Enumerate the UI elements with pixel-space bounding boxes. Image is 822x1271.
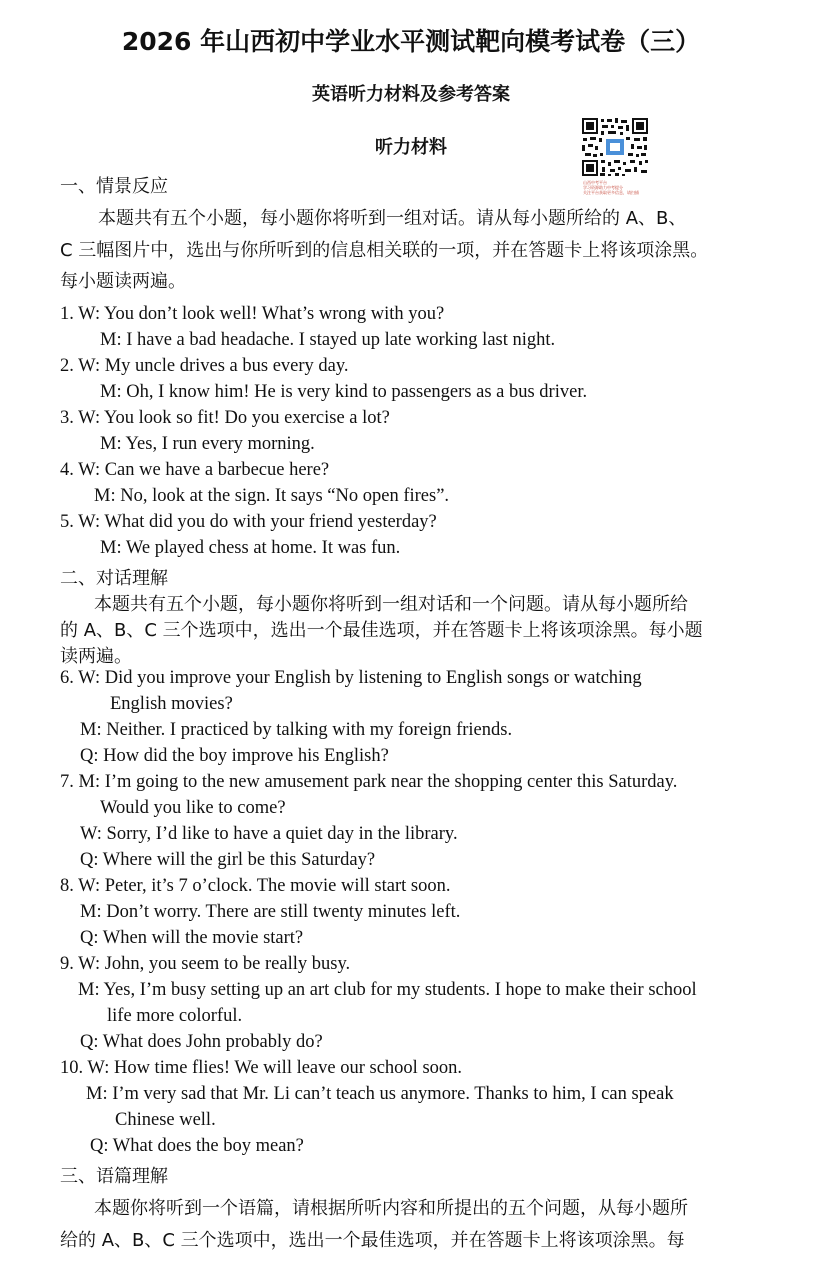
page-subtitle: 英语听力材料及参考答案 xyxy=(312,84,510,105)
dialogue-line: M: No, look at the sign. It says “No open fires”. xyxy=(94,486,450,506)
dialogue-line: 9. W: John, you seem to be really busy. xyxy=(60,954,351,974)
dialogue-line: M: I have a bad headache. I stayed up late working last night. xyxy=(100,330,556,350)
section-2-instruction: 的 A、B、C 三个选项中，选出一个最佳选项，并在答题卡上将该项涂黑。每小题 xyxy=(60,620,703,641)
dialogue-line: W: Sorry, I’d like to have a quiet day in the library. xyxy=(80,824,458,844)
dialogue-line: 6. W: Did you improve your English by listening to English songs or watching xyxy=(60,668,642,688)
dialogue-line: 8. W: Peter, it’s 7 o’clock. The movie will start soon. xyxy=(60,876,451,896)
section-3-instruction: 给的 A、B、C 三个选项中，选出一个最佳选项，并在答题卡上将该项涂黑。每 xyxy=(60,1230,685,1251)
dialogue-line: M: We played chess at home. It was fun. xyxy=(100,538,401,558)
dialogue-line: Q: What does the boy mean? xyxy=(90,1136,304,1156)
qr-caption-line: 山西中考平台 xyxy=(583,180,607,185)
qr-caption xyxy=(583,180,657,195)
section-1-instruction: 本题共有五个小题，每小题你将听到一组对话。请从每小题所给的 A、B、 xyxy=(98,208,687,229)
dialogue-line: 3. W: You look so fit! Do you exercise a lot? xyxy=(60,408,390,428)
dialogue-line: Would you like to come? xyxy=(100,798,286,818)
dialogue-line: 5. W: What did you do with your friend yesterday? xyxy=(60,512,437,532)
section-2-instruction: 本题共有五个小题，每小题你将听到一组对话和一个问题。请从每小题所给 xyxy=(94,594,688,615)
dialogue-line: 1. W: You don’t look well! What’s wrong with you? xyxy=(60,304,445,324)
dialogue-line: Q: Where will the girl be this Saturday? xyxy=(80,850,376,870)
dialogue-line: M: Don’t worry. There are still twenty minutes left. xyxy=(80,902,461,922)
qr-caption-line: 关注平台获取更多信息，请扫描 xyxy=(583,190,639,195)
page-title: 2026 年山西初中学业水平测试靶向模考试卷（三） xyxy=(121,27,701,56)
dialogue-line: 7. M: I’m going to the new amusement park near the shopping center this Saturday. xyxy=(60,772,678,792)
dialogue-line: English movies? xyxy=(110,694,233,714)
dialogue-line: M: Neither. I practiced by talking with my foreign friends. xyxy=(80,720,513,740)
section-3-instruction: 本题你将听到一个语篇，请根据所听内容和所提出的五个问题，从每小题所 xyxy=(94,1198,688,1219)
section-2-instruction: 读两遍。 xyxy=(60,646,132,667)
dialogue-line: M: Yes, I run every morning. xyxy=(100,434,315,454)
dialogue-line: 10. W: How time flies! We will leave our school soon. xyxy=(60,1058,463,1078)
dialogue-line: Q: How did the boy improve his English? xyxy=(80,746,389,766)
qr-code-icon xyxy=(581,117,649,177)
dialogue-line: Chinese well. xyxy=(115,1110,216,1130)
section-heading: 听力材料 xyxy=(375,137,447,158)
section-2-title: 二、对话理解 xyxy=(60,568,168,589)
section-1-instruction: C 三幅图片中，选出与你所听到的信息相关联的一项，并在答题卡上将该项涂黑。 xyxy=(60,240,709,261)
dialogue-line: M: Yes, I’m busy setting up an art club for my students. I hope to make their school xyxy=(78,980,697,1000)
section-3-title: 三、语篇理解 xyxy=(60,1166,168,1187)
qr-caption-line: 学习资源助力中考提分 xyxy=(583,185,623,190)
dialogue-line: Q: When will the movie start? xyxy=(80,928,304,948)
section-1-title: 一、情景反应 xyxy=(60,176,168,197)
dialogue-line: 4. W: Can we have a barbecue here? xyxy=(60,460,330,480)
dialogue-line: life more colorful. xyxy=(107,1006,243,1026)
section-1-instruction: 每小题读两遍。 xyxy=(60,271,186,292)
dialogue-line: 2. W: My uncle drives a bus every day. xyxy=(60,356,349,376)
dialogue-line: M: Oh, I know him! He is very kind to passengers as a bus driver. xyxy=(100,382,588,402)
dialogue-line: M: I’m very sad that Mr. Li can’t teach us anymore. Thanks to him, I can speak xyxy=(86,1084,674,1104)
dialogue-line: Q: What does John probably do? xyxy=(80,1032,323,1052)
